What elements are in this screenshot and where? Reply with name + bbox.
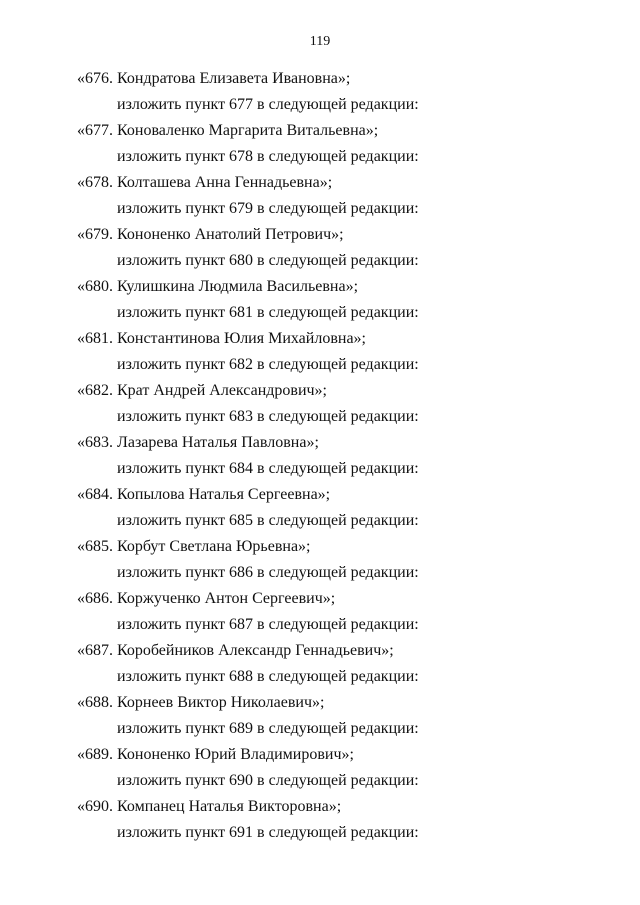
instruction-line: изложить пункт 678 в следующей редакции:	[117, 148, 419, 165]
list-entry: «677. Коноваленко Маргарита Витальевна»;	[77, 122, 379, 139]
amendment-item	[0, 326, 640, 378]
list-entry: «680. Кулишкина Людмила Васильевна»;	[77, 278, 359, 295]
amendment-item	[0, 170, 640, 222]
list-entry: «678. Колташева Анна Геннадьевна»;	[77, 174, 333, 191]
instruction-line: изложить пункт 685 в следующей редакции:	[117, 512, 419, 529]
instruction-line: изложить пункт 677 в следующей редакции:	[117, 96, 419, 113]
amendment-item	[0, 482, 640, 534]
instruction-line: изложить пункт 687 в следующей редакции:	[117, 616, 419, 633]
instruction-line: изложить пункт 679 в следующей редакции:	[117, 200, 419, 217]
instruction-line: изложить пункт 681 в следующей редакции:	[117, 304, 419, 321]
list-entry: «676. Кондратова Елизавета Ивановна»;	[77, 70, 351, 87]
amendment-item	[0, 378, 640, 430]
list-entry: «688. Корнеев Виктор Николаевич»;	[77, 694, 325, 711]
instruction-line: изложить пункт 683 в следующей редакции:	[117, 408, 419, 425]
list-entry: «684. Копылова Наталья Сергеевна»;	[77, 486, 331, 503]
amendment-item	[0, 794, 640, 846]
instruction-line: изложить пункт 686 в следующей редакции:	[117, 564, 419, 581]
list-entry: «681. Константинова Юлия Михайловна»;	[77, 330, 366, 347]
list-entry: «685. Корбут Светлана Юрьевна»;	[77, 538, 311, 555]
amendment-item	[0, 222, 640, 274]
list-entry: «682. Крат Андрей Александрович»;	[77, 382, 327, 399]
list-entry: «689. Кононенко Юрий Владимирович»;	[77, 746, 354, 763]
amendment-item	[0, 274, 640, 326]
amendment-item	[0, 690, 640, 742]
amendment-item	[0, 586, 640, 638]
amendment-item	[0, 638, 640, 690]
amendment-list	[0, 66, 640, 846]
instruction-line: изложить пункт 684 в следующей редакции:	[117, 460, 419, 477]
instruction-line: изложить пункт 690 в следующей редакции:	[117, 772, 419, 789]
instruction-line: изложить пункт 688 в следующей редакции:	[117, 668, 419, 685]
list-entry: «679. Кононенко Анатолий Петрович»;	[77, 226, 344, 243]
list-entry: «690. Компанец Наталья Викторовна»;	[77, 798, 342, 815]
instruction-line: изложить пункт 682 в следующей редакции:	[117, 356, 419, 373]
list-entry: «687. Коробейников Александр Геннадьевич»;	[77, 642, 394, 659]
list-entry: «683. Лазарева Наталья Павловна»;	[77, 434, 319, 451]
instruction-line: изложить пункт 689 в следующей редакции:	[117, 720, 419, 737]
instruction-line: изложить пункт 680 в следующей редакции:	[117, 252, 419, 269]
page-number: 119	[309, 34, 331, 49]
instruction-line: изложить пункт 691 в следующей редакции:	[117, 824, 419, 841]
amendment-item	[0, 534, 640, 586]
list-entry: «686. Коржученко Антон Сергеевич»;	[77, 590, 336, 607]
amendment-item	[0, 430, 640, 482]
amendment-item	[0, 742, 640, 794]
amendment-item	[0, 66, 640, 118]
amendment-item	[0, 118, 640, 170]
